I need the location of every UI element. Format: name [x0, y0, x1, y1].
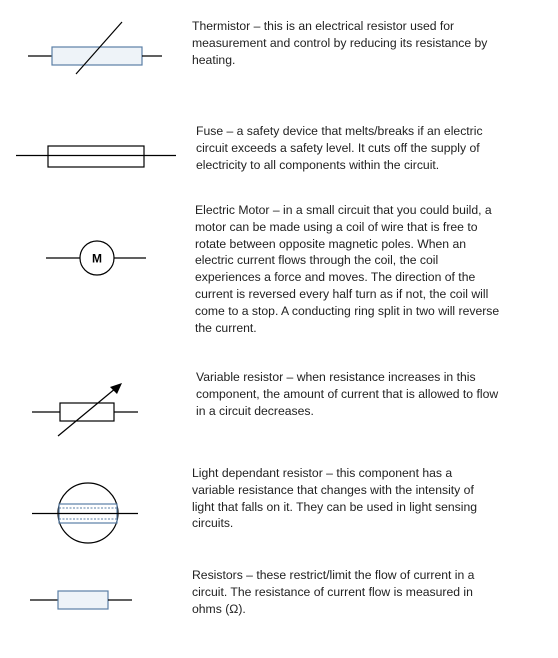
motor-letter: M — [92, 251, 102, 266]
motor-description: Electric Motor – in a small circuit that you could build, a motor can be made using a coil of wire that is free to rotate between opposite magnetic poles. When an electric current flows through the coil, the coil experiences a force and moves. The direction of the current is reversed every half turn as if not, the coil will come to a stop. A conducting ring split in two will reverse the current. — [195, 203, 500, 335]
ldr-description: Light dependant resistor – this component has a variable resistance that changes with the intensity of light that falls on it. They can be used in light sensing circuits. — [192, 466, 478, 531]
ldr-symbol-icon — [28, 478, 148, 548]
resistor-description: Resistors – these restrict/limit the flow of current in a circuit. The resistance of current flow is measured in ohms (Ω). — [192, 568, 475, 616]
motor-symbol-icon — [42, 236, 152, 280]
thermistor-symbol-icon — [24, 18, 174, 78]
thermistor-description: Thermistor – this is an electrical resistor used for measurement and control by reducing its resistance by heating. — [192, 19, 488, 67]
fuse-description: Fuse – a safety device that melts/breaks if an electric circuit exceeds a safety level. It cuts off the supply of electricity to all components within the circuit. — [196, 124, 483, 172]
fuse-symbol-icon — [12, 142, 182, 172]
variable-resistor-symbol-icon — [28, 378, 148, 440]
variable-resistor-description: Variable resistor – when resistance increases in this component, the amount of current that is allowed to flow in a circuit decreases. — [196, 370, 499, 418]
resistor-symbol-icon — [26, 586, 136, 614]
